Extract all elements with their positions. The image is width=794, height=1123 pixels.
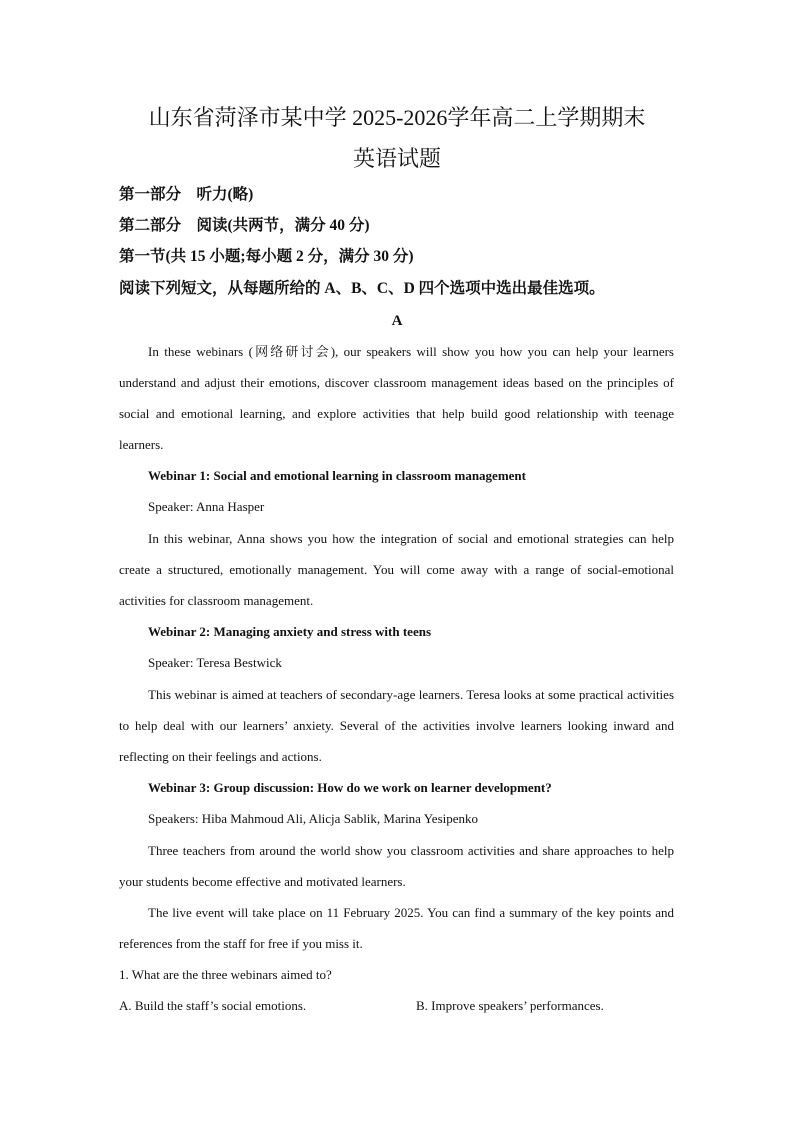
webinar2-title: Webinar 2: Managing anxiety and stress with teens — [148, 624, 432, 639]
webinar3-title: Webinar 3: Group discussion: How do we work on learner development? — [148, 780, 552, 795]
webinar2-speaker: Speaker: Teresa Bestwick — [148, 655, 282, 670]
passage-intro: In these webinars (网络研讨会), our speakers will show you how you can help your learners understand and adjust their emotions, discover classroom management ideas based on the principles of social and emotional learning, and explore activities that help build good relationship with teenage learners. — [119, 344, 674, 452]
exam-title: 山东省菏泽市某中学 2025-2026学年高二上学期期末 — [148, 105, 646, 130]
webinar1-speaker: Speaker: Anna Hasper — [148, 499, 265, 514]
part2-heading: 第二部分 阅读(共两节，满分 40 分) — [119, 217, 370, 234]
webinar3-body: Three teachers from around the world show you classroom activities and share approaches to help your students become effective and motivated learners. — [119, 843, 674, 889]
question-1-option-a: A. Build the staff’s social emotions. — [119, 998, 307, 1013]
part1-heading: 第一部分 听力(略) — [119, 186, 254, 203]
exam-subtitle: 英语试题 — [352, 146, 441, 171]
question-1-stem: 1. What are the three webinars aimed to? — [119, 967, 332, 982]
closing-paragraph: The live event will take place on 11 February 2025. You can find a summary of the key points and references from the staff for free if you miss it. — [119, 905, 674, 951]
webinar2-body: This webinar is aimed at teachers of secondary-age learners. Teresa looks at some practical activities to help deal with our learners’ anxiety. Several of the activities involve learners looking inward and reflecting on their feelings and actions. — [119, 687, 674, 764]
question-1-option-b: B. Improve speakers’ performances. — [416, 998, 604, 1013]
webinar1-body: In this webinar, Anna shows you how the integration of social and emotional strategies can help create a structured, emotionally management. You will come away with a range of social-emotional activities for classroom management. — [119, 531, 674, 608]
webinar3-speaker: Speakers: Hiba Mahmoud Ali, Alicja Sablik, Marina Yesipenko — [148, 811, 479, 826]
passage-label: A — [391, 313, 403, 329]
webinar1-title: Webinar 1: Social and emotional learning in classroom management — [148, 468, 526, 483]
section1-heading: 第一节(共 15 小题;每小题 2 分，满分 30 分) — [119, 248, 414, 265]
instruction-text: 阅读下列短文，从每题所给的 A、B、C、D 四个选项中选出最佳选项。 — [119, 280, 605, 297]
